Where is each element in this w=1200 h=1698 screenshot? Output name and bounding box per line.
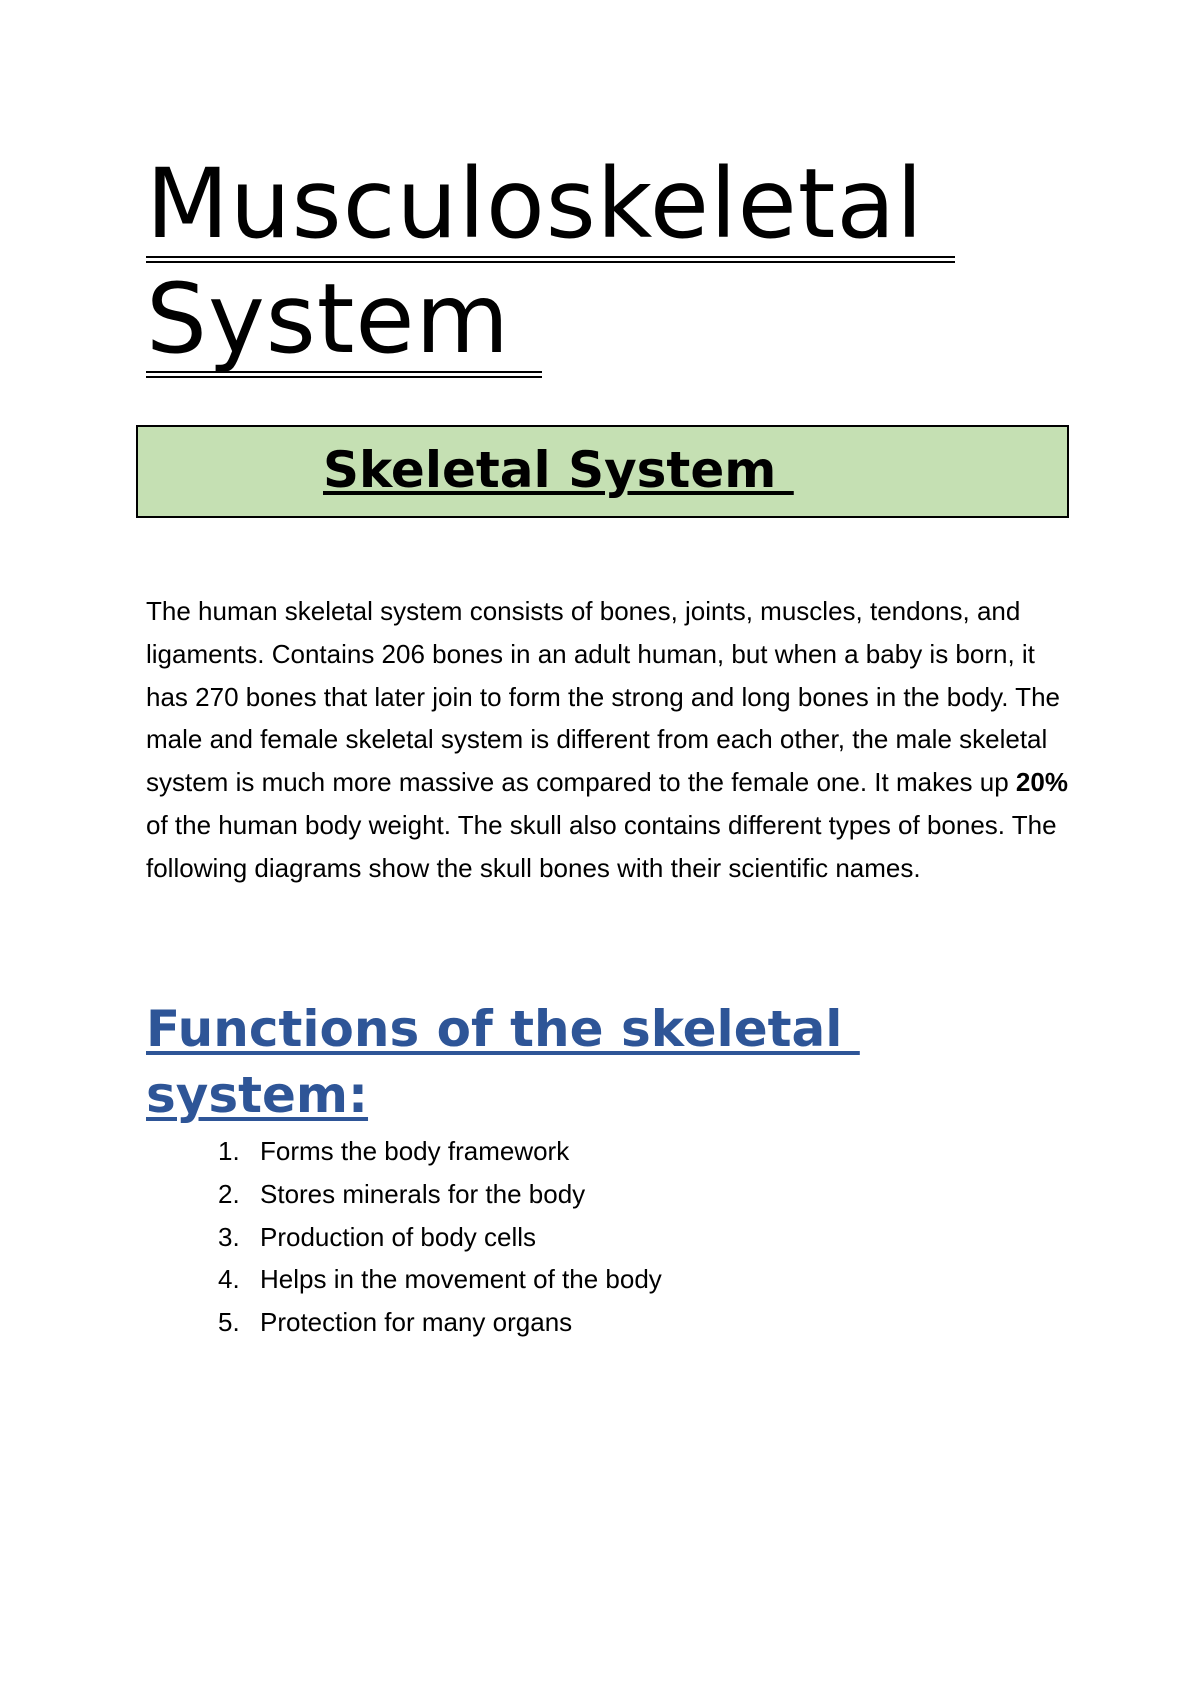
document-title <box>146 148 1046 378</box>
title-line-2: System <box>146 269 542 378</box>
functions-heading-line-1: Functions of the skeletal <box>146 1000 860 1058</box>
list-item-text: Forms the body framework <box>260 1136 570 1166</box>
list-item-number: 5. <box>218 1307 240 1338</box>
paragraph-text-part-2: of the human body weight. The skull also contains different types of bones. The following diagrams show the skull bones with their scientific names. <box>146 809 1057 883</box>
list-item-text: Helps in the movement of the body <box>260 1264 662 1295</box>
list-item <box>218 1173 662 1216</box>
list-item-number: 1. <box>218 1136 240 1166</box>
list-item-text: Protection for many organs <box>260 1307 573 1338</box>
paragraph-text-part-1: The human skeletal system consists of bones, joints, muscles, tendons, and ligaments. Contains 206 bones in an adult human, but when a baby is born, it has 270 bones that later join to form the strong and long bones in the body. The male and female skeletal system is different from each other, the male skeletal system is much more massive as compared to the female one. It makes up <box>146 596 1060 798</box>
title-line-1: Musculoskeletal <box>146 154 955 263</box>
list-item <box>218 1301 662 1344</box>
section-heading: Skeletal System <box>323 441 794 499</box>
paragraph-bold-value: 20% <box>1015 767 1068 798</box>
list-item-number: 2. <box>218 1178 240 1209</box>
functions-heading-line-2: system: <box>146 1066 369 1124</box>
list-item <box>218 1258 662 1301</box>
list-item <box>218 1216 662 1259</box>
section-heading-box <box>136 425 1069 518</box>
functions-heading <box>146 996 1046 1128</box>
functions-list <box>218 1130 662 1344</box>
list-item-number: 4. <box>218 1264 240 1295</box>
list-item-text: Stores minerals for the body <box>260 1178 586 1209</box>
list-item-number: 3. <box>218 1221 240 1252</box>
list-item-text: Production of body cells <box>260 1221 537 1252</box>
list-item <box>218 1130 662 1173</box>
body-paragraph <box>146 590 1076 890</box>
